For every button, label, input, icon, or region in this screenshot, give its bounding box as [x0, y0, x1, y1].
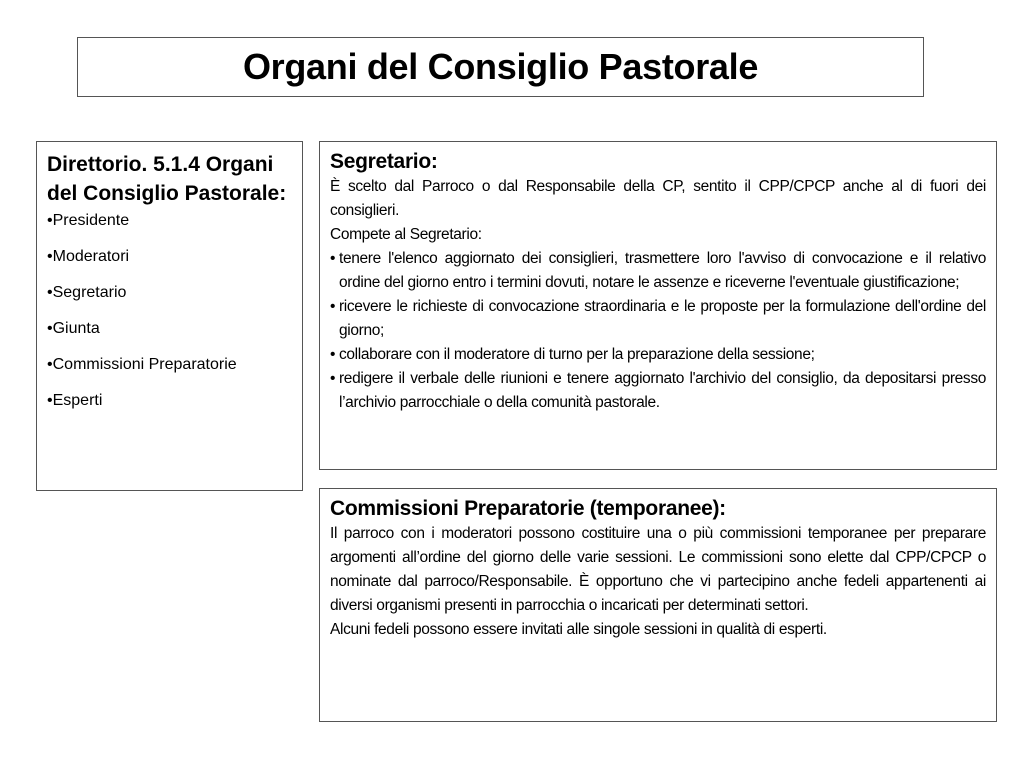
commissioni-paragraph: Alcuni fedeli possono essere invitati alle singole sessioni in qualità di esperti.	[330, 621, 827, 638]
title-box	[77, 37, 924, 97]
list-item: • Giunta	[47, 320, 292, 338]
organi-list-box	[36, 141, 303, 491]
segretario-box	[319, 141, 997, 470]
commissioni-box	[319, 488, 997, 722]
list-item: • redigere il verbale delle riunioni e tenere aggiornato l'archivio del consiglio, da depositarsi presso l’archivio parrocchiale o della comunità pastorale.	[330, 367, 986, 415]
page-title: Organi del Consiglio Pastorale	[242, 46, 759, 87]
list-item: • Commissioni Preparatorie	[47, 356, 292, 374]
list-item: • Esperti	[47, 392, 292, 410]
list-item: • Presidente	[47, 212, 292, 230]
commissioni-heading: Commissioni Preparatorie (temporanee):	[330, 497, 726, 520]
segretario-heading: Segretario:	[330, 150, 438, 173]
list-item: • Segretario	[47, 284, 292, 302]
list-item: • tenere l'elenco aggiornato dei consiglieri, trasmettere loro l'avviso di convocazione e il relativo ordine del giorno entro i termini dovuti, notare le assenze e riceverne l'eventuale giustificazione;	[330, 247, 986, 295]
segretario-compete: Compete al Segretario:	[330, 226, 482, 243]
organi-heading: Direttorio. 5.1.4 Organi del Consiglio Pastorale:	[47, 153, 287, 205]
segretario-duties-list	[330, 247, 986, 415]
list-item: • collaborare con il moderatore di turno per la preparazione della sessione;	[330, 343, 986, 367]
list-item: • Moderatori	[47, 248, 292, 266]
organi-list	[47, 212, 292, 410]
segretario-intro: È scelto dal Parroco o dal Responsabile della CP, sentito il CPP/CPCP anche al di fuori dei consiglieri.	[330, 178, 986, 219]
commissioni-paragraph: Il parroco con i moderatori possono costituire una o più commissioni temporanee per preparare argomenti all’ordine del giorno delle varie sessioni. Le commissioni sono elette dal CPP/CPCP o nominate dal parroco/Responsabile. È opportuno che vi partecipino anche fedeli appartenenti ai diversi organismi presenti in parrocchia o incaricati per determinati settori.	[330, 525, 986, 614]
list-item: • ricevere le richieste di convocazione straordinaria e le proposte per la formulazione dell'ordine del giorno;	[330, 295, 986, 343]
